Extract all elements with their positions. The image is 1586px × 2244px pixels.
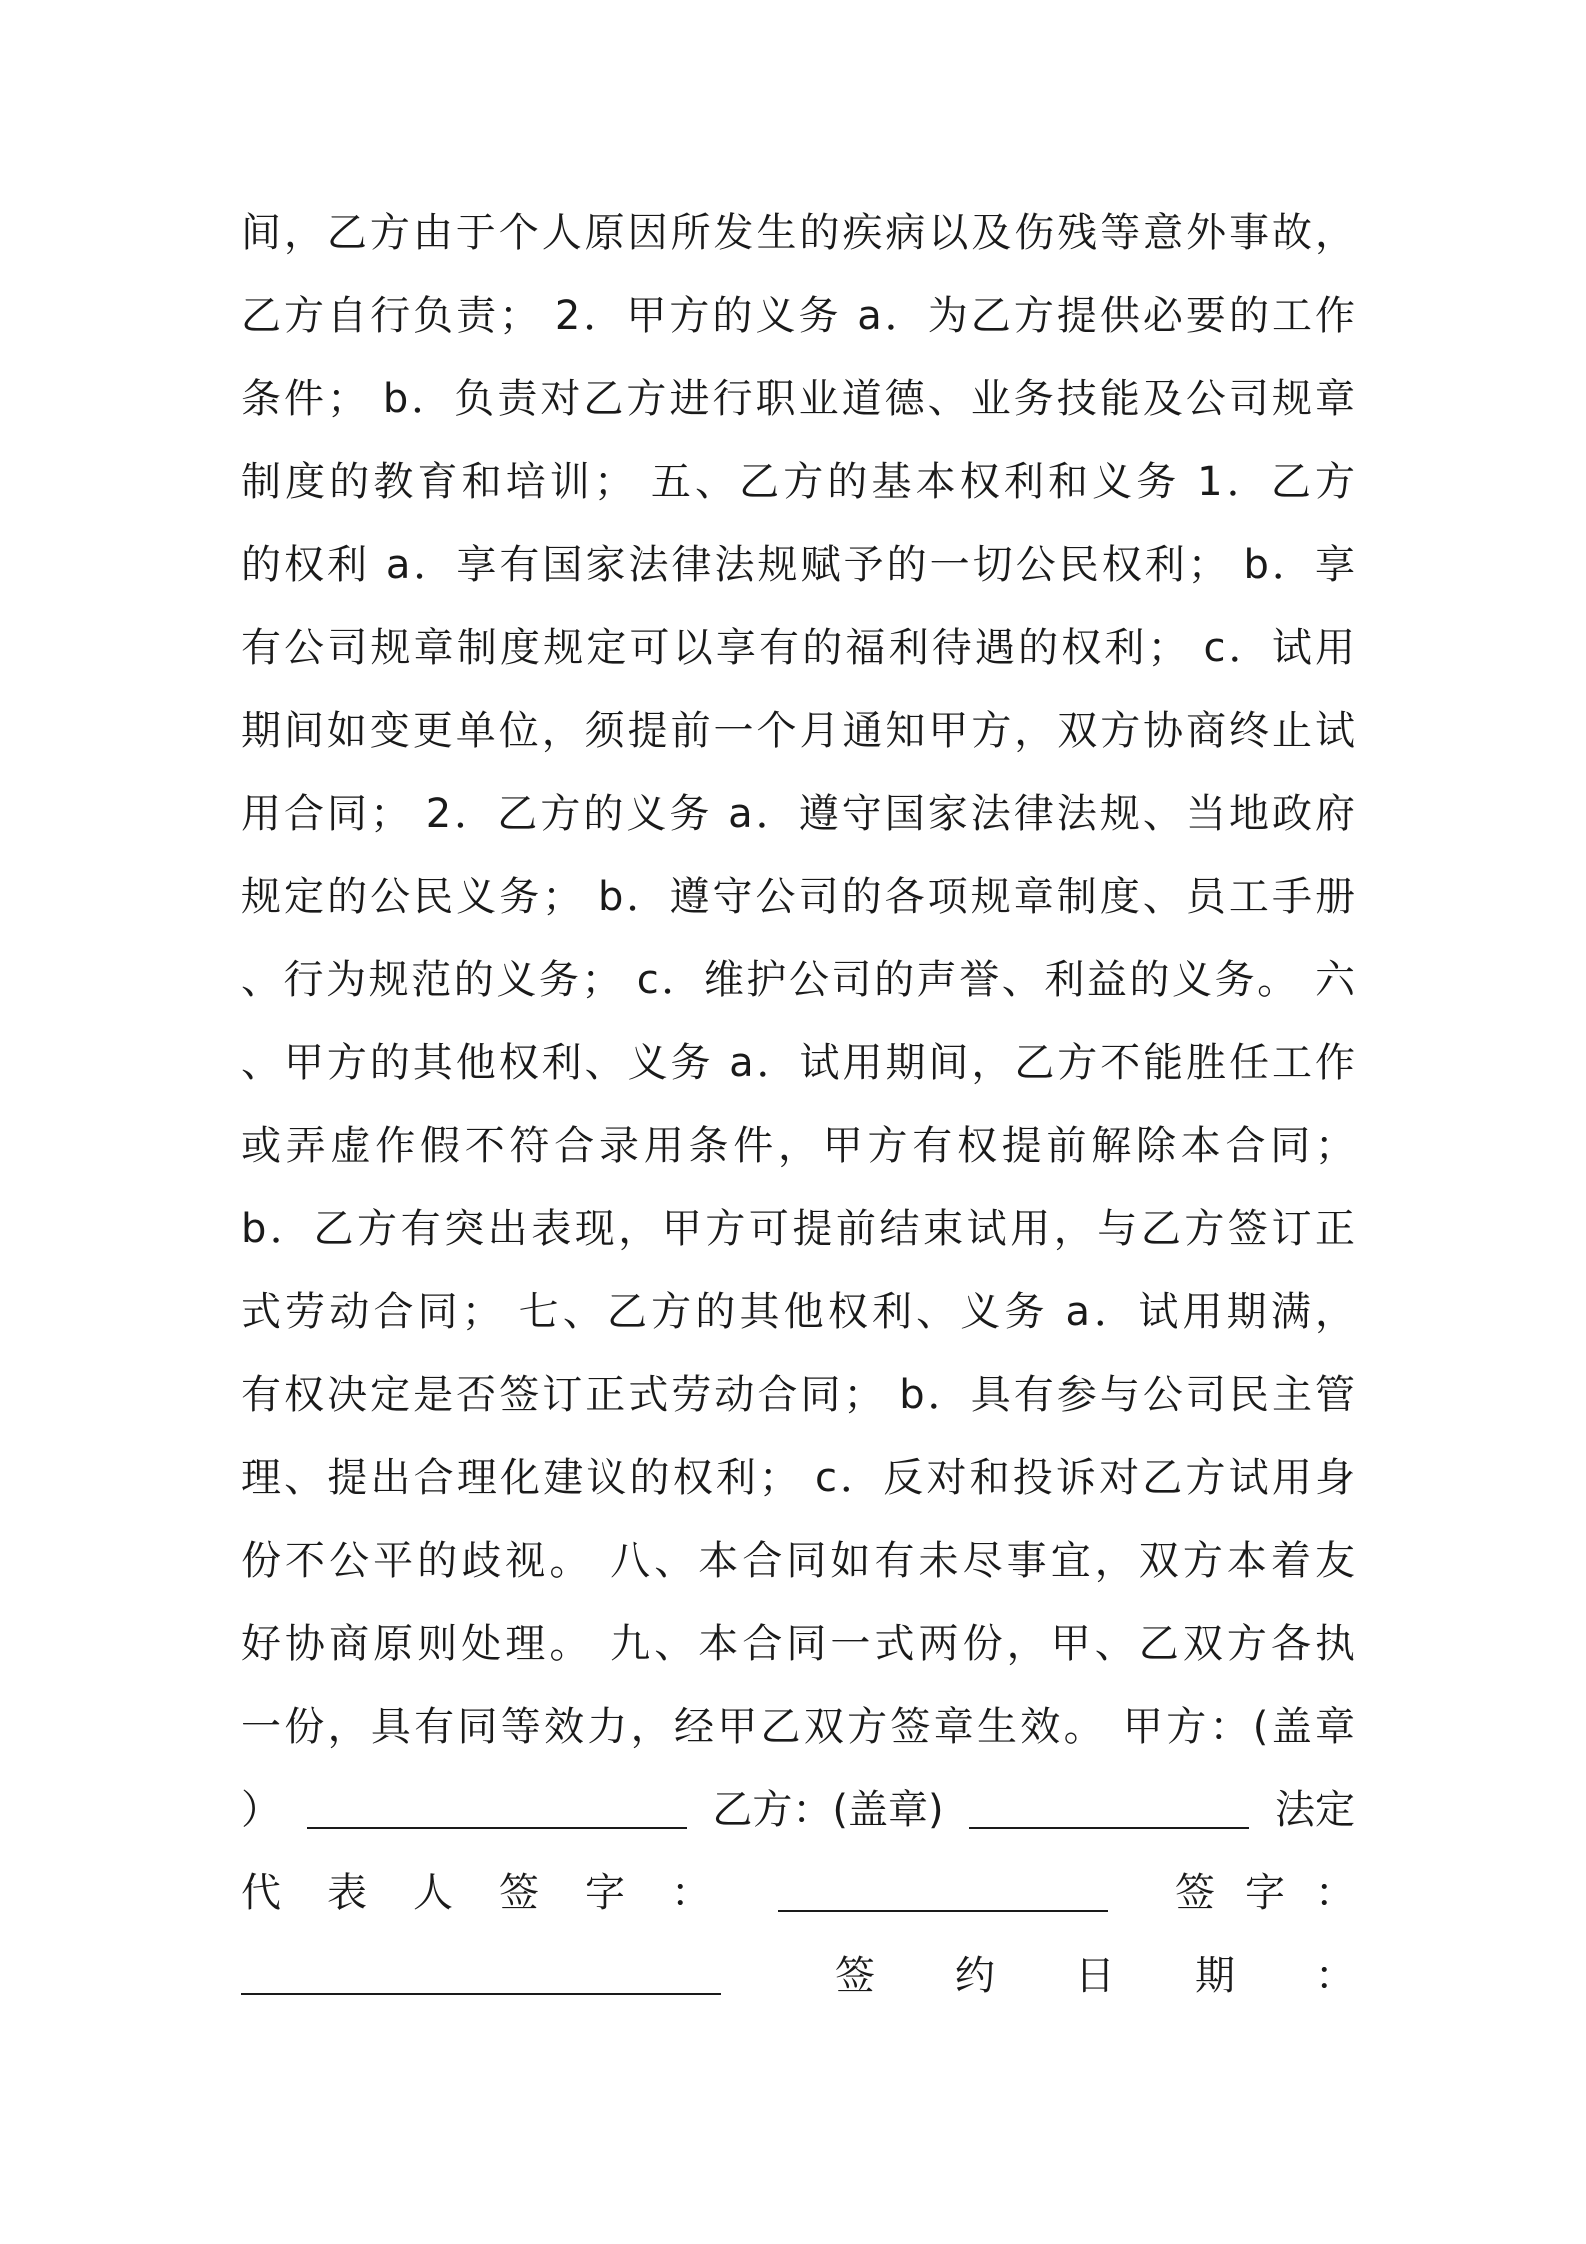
sign-date-label [835,1935,1355,2018]
char: ： [1315,1953,1355,1999]
char: 期 [1195,1953,1235,1999]
closing-paren: ） [241,1787,281,1833]
text-line: 好协商原则处理。 九、本合同一式两份，甲、乙双方各执 [241,1621,1355,1667]
text-line: 理、提出合理化建议的权利； c．反对和投诉对乙方试用身 [241,1455,1355,1501]
sign-label [1175,1852,1355,1935]
text-line: 、行为规范的义务； c．维护公司的声誉、利益的义务。 六 [241,957,1355,1003]
sign-blank[interactable] [241,1959,721,1995]
contract-body [241,192,1355,2018]
legal-rep-label-start: 法定 [1274,1787,1355,1833]
signature-line-rep [241,1852,1355,1935]
signature-line-party [241,1769,1355,1852]
text-line: 有公司规章制度规定可以享有的福利待遇的权利； c．试用 [241,625,1355,671]
text-line: 、甲方的其他权利、义务 a．试用期间，乙方不能胜任工作 [241,1040,1355,1086]
char: ： [1315,1870,1355,1916]
legal-rep-sign-blank[interactable] [778,1876,1108,1912]
text-line: 期间如变更单位，须提前一个月通知甲方，双方协商终止试 [241,708,1355,754]
party-b-seal-label: 乙方：(盖章) [712,1787,944,1833]
char: 人 [413,1870,453,1916]
text-line: 有权决定是否签订正式劳动合同； b．具有参与公司民主管 [241,1372,1355,1418]
legal-rep-sign-label [241,1852,711,1935]
text-line: 规定的公民义务； b．遵守公司的各项规章制度、员工手册 [241,874,1355,920]
char: 字 [585,1870,625,1916]
char: 约 [955,1953,995,1999]
char: 签 [835,1953,875,1999]
text-line: 乙方自行负责； 2．甲方的义务 a．为乙方提供必要的工作 [241,293,1355,339]
char: 代 [241,1870,281,1916]
text-line: 用合同； 2．乙方的义务 a．遵守国家法律法规、当地政府 [241,791,1355,837]
char: 字 [1245,1870,1285,1916]
text-line: b．乙方有突出表现，甲方可提前结束试用，与乙方签订正 [241,1206,1355,1252]
text-line: 份不公平的歧视。 八、本合同如有未尽事宜，双方本着友 [241,1538,1355,1584]
text-line: 条件； b．负责对乙方进行职业道德、业务技能及公司规章 [241,376,1355,422]
text-line: 一份，具有同等效力，经甲乙双方签章生效。 甲方：(盖章 [241,1704,1355,1750]
char: 签 [1175,1870,1215,1916]
text-line: 或弄虚作假不符合录用条件，甲方有权提前解除本合同； [241,1123,1355,1169]
char: ： [671,1870,711,1916]
text-line: 制度的教育和培训； 五、乙方的基本权利和义务 1．乙方 [241,459,1355,505]
signature-line-date [241,1935,1355,2018]
char: 日 [1075,1953,1115,1999]
char: 表 [327,1870,367,1916]
text-line: 式劳动合同； 七、乙方的其他权利、义务 a．试用期满， [241,1289,1355,1335]
char: 签 [499,1870,539,1916]
text-line: 间，乙方由于个人原因所发生的疾病以及伤残等意外事故， [241,210,1355,256]
text-line: 的权利 a．享有国家法律法规赋予的一切公民权利； b．享 [241,542,1355,588]
party-a-seal-blank[interactable] [307,1793,687,1829]
party-b-seal-blank[interactable] [969,1793,1249,1829]
